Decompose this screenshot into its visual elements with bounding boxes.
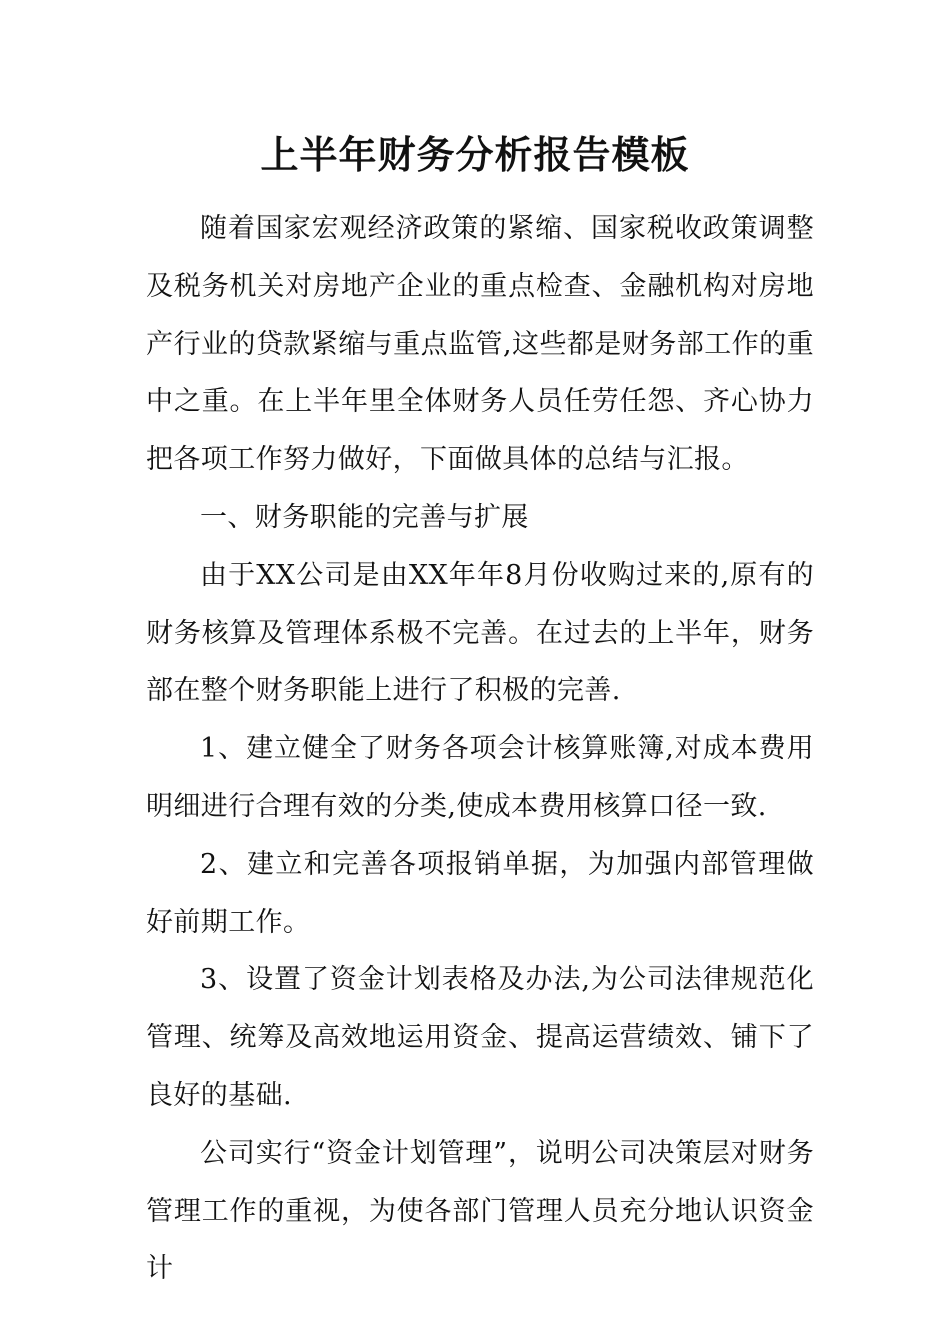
paragraph-background: 由于XX公司是由XX年年8月份收购过来的,原有的财务核算及管理体系极不完善。在过去的上半年，财务部在整个财务职能上进行了积极的完善. (146, 559, 814, 707)
paragraph-capital-plan: 公司实行“资金计划管理”，说明公司决策层对财务管理工作的重视，为使各部门管理人员充分地认识资金计 (146, 1137, 814, 1285)
list-item-3: 3、设置了资金计划表格及办法,为公司法律规范化管理、统筹及高效地运用资金、提高运营绩效、铺下了良好的基础. (146, 964, 814, 1111)
document-body (146, 200, 814, 1298)
section-heading-1: 一、财务职能的完善与扩展 (200, 501, 529, 533)
paragraph-intro: 随着国家宏观经济政策的紧缩、国家税收政策调整及税务机关对房地产企业的重点检查、金融机构对房地产行业的贷款紧缩与重点监管,这些都是财务部工作的重中之重。在上半年里全体财务人员任劳任怨、齐心协力把各项工作努力做好，下面做具体的总结与汇报。 (146, 213, 814, 476)
list-item-2: 2、建立和完善各项报销单据，为加强内部管理做好前期工作。 (146, 848, 814, 938)
document-title: 上半年财务分析报告模板 (260, 132, 690, 177)
list-item-1: 1、建立健全了财务各项会计核算账簿,对成本费用明细进行合理有效的分类,使成本费用核算口径一致. (146, 733, 814, 822)
